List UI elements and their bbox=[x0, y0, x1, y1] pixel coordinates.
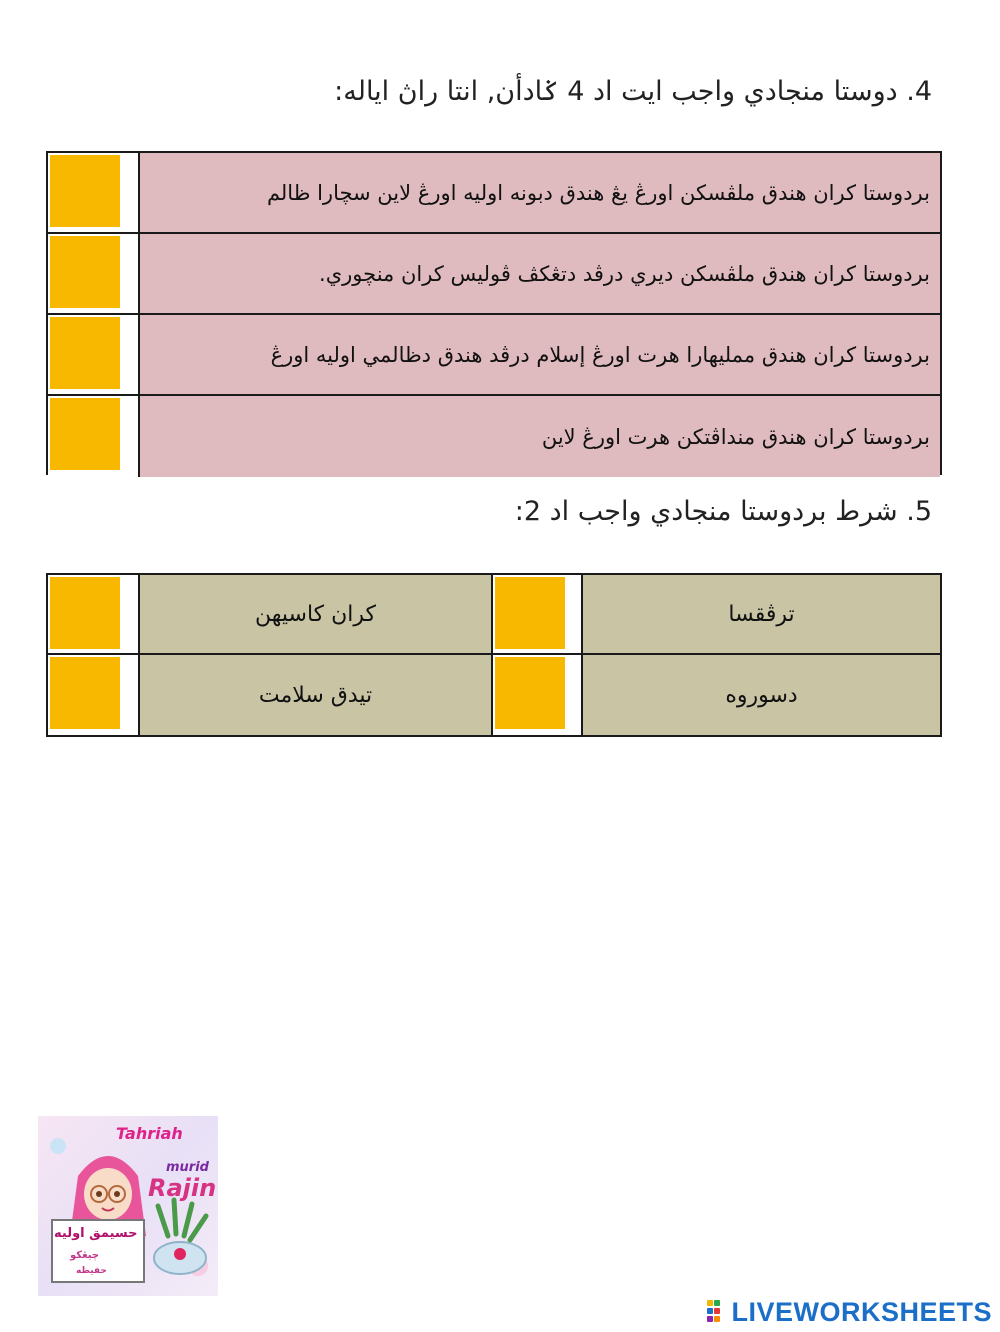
statement-text: بردوستا كران هندق ملڤسكن اورڠ يڠ هندق دبونه اوليه اورڠ لاين سچارا ظالم bbox=[140, 153, 940, 232]
option-text: دسوروه bbox=[725, 682, 798, 708]
table-row bbox=[48, 153, 940, 234]
answer-cell bbox=[48, 234, 140, 313]
liveworksheets-brand[interactable] bbox=[707, 1296, 992, 1328]
question-4-title: 4. دوستا منجادي واجب ايت اد 4 ݢادأن, انتا راڽ اياله: bbox=[334, 76, 932, 107]
logo-sign: حسيمق اوليه bbox=[54, 1226, 138, 1241]
teacher-avatar-icon bbox=[38, 1116, 218, 1296]
table-row bbox=[48, 655, 940, 735]
question-5-title: 5. شرط بردوستا منجادي واجب اد 2: bbox=[514, 496, 932, 527]
answer-cell bbox=[48, 315, 140, 394]
answer-cell bbox=[48, 655, 140, 735]
option-text: تيدق سلامت bbox=[140, 655, 493, 735]
answer-cell bbox=[493, 655, 583, 735]
answer-cell bbox=[48, 396, 140, 477]
table-row bbox=[48, 575, 940, 655]
liveworksheets-logo-icon bbox=[707, 1300, 727, 1324]
answer-box-5[interactable] bbox=[50, 577, 120, 649]
answer-box-2[interactable] bbox=[50, 236, 120, 308]
answer-box-1[interactable] bbox=[50, 155, 120, 227]
answer-cell bbox=[48, 153, 140, 232]
option-text: ترڤقسا bbox=[728, 601, 795, 627]
statement-text: بردوستا كران هندق ملڤسكن ديري درڤد دتڠكڤ ڤوليس كران منچوري. bbox=[140, 234, 940, 313]
answer-cell bbox=[493, 575, 583, 653]
teacher-logo bbox=[38, 1116, 218, 1296]
logo-tag-2: Rajin bbox=[148, 1174, 217, 1202]
statement-text: بردوستا كران هندق مملیهارا هرت اورڠ إسلام درڤد هندق دظالمي اوليه اورڠ bbox=[140, 315, 940, 394]
table-row bbox=[48, 234, 940, 315]
question-4-table bbox=[46, 151, 942, 475]
answer-box-6[interactable] bbox=[495, 577, 565, 649]
logo-tag-1: murid bbox=[166, 1160, 209, 1175]
table-row bbox=[48, 315, 940, 396]
answer-box-8[interactable] bbox=[495, 657, 565, 729]
answer-cell bbox=[48, 575, 140, 653]
option-text: كران كاسيهن bbox=[140, 575, 493, 653]
liveworksheets-wordmark: LIVEWORKSHEETS bbox=[731, 1296, 992, 1327]
question-5-table bbox=[46, 573, 942, 737]
logo-line-1: چيڠكو bbox=[70, 1250, 100, 1261]
logo-name: Tahriah bbox=[116, 1124, 183, 1143]
answer-box-3[interactable] bbox=[50, 317, 120, 389]
table-row bbox=[48, 396, 940, 477]
answer-box-7[interactable] bbox=[50, 657, 120, 729]
answer-box-4[interactable] bbox=[50, 398, 120, 470]
statement-text: بردوستا كران هندق منداڤتكن هرت اورڠ لاين bbox=[140, 396, 940, 477]
logo-line-2: حفيظه bbox=[76, 1266, 107, 1276]
